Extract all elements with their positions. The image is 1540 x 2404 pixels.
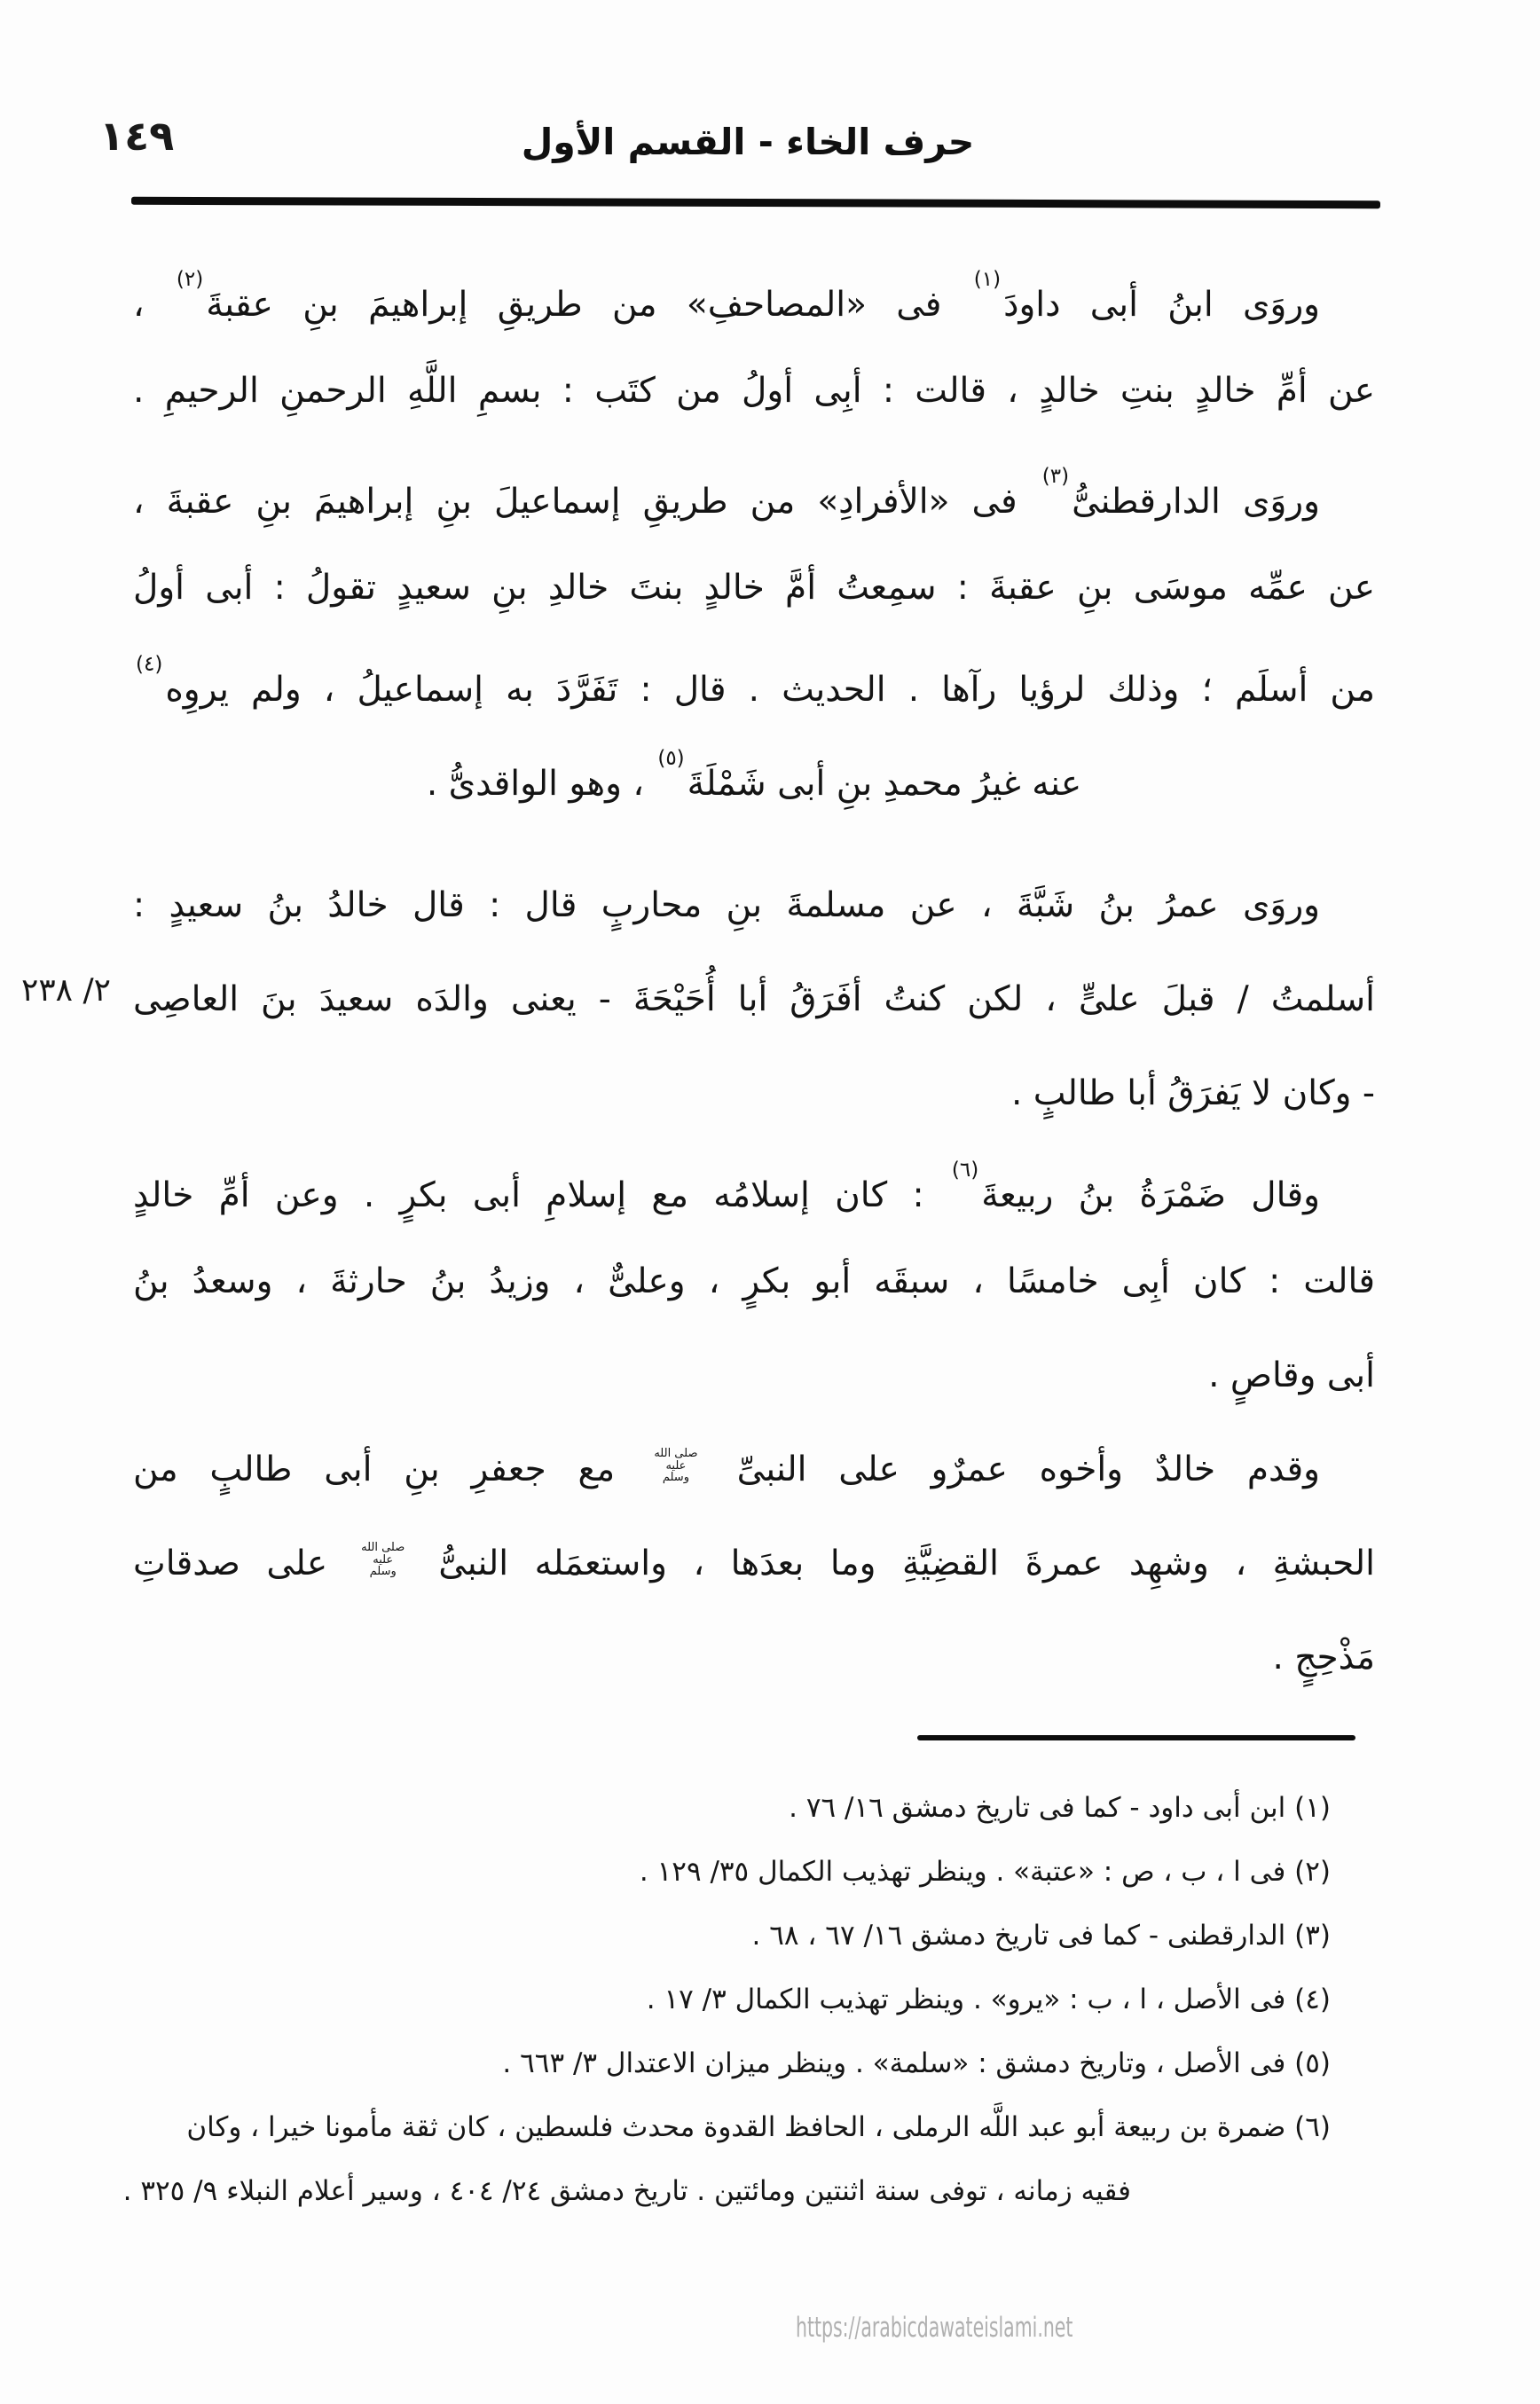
paragraph-3 bbox=[133, 859, 1375, 1141]
footnote-ref-4: (٤) bbox=[136, 653, 163, 676]
body-text-segment: - وكان لا يَفرَقُ أبا طالبٍ . bbox=[1010, 1073, 1375, 1113]
footnote-ref-2: (٢) bbox=[176, 268, 204, 291]
footnote-6-line-1: (٦) ضمرة بن ربيعة أبو عبد اللَّه الرملى ، الحافظ القدوة محدث فلسطين ، كان ثقة مأمونا خيرا ، وكان bbox=[186, 2111, 1331, 2143]
body-line bbox=[133, 953, 1375, 1047]
body-line bbox=[133, 1517, 1375, 1611]
header-divider-rule bbox=[131, 197, 1380, 208]
body-line bbox=[133, 250, 1375, 344]
pbuh-text: صلى الله bbox=[361, 1541, 405, 1555]
body-line bbox=[133, 1047, 1375, 1141]
body-text-block bbox=[133, 250, 1375, 1705]
footnote-ref-1: (١) bbox=[973, 268, 1002, 291]
body-line bbox=[133, 1329, 1375, 1423]
body-text-segment: عن أمِّ خالدٍ بنتِ خالدٍ ، قالت : أبِى أولُ من كتَب : بسمِ اللَّهِ الرحمنِ الرحيمِ . bbox=[133, 371, 1375, 411]
footnote-3: (٣) الدارقطنى - كما فى تاريخ دمشق ١٦/ ٦٧ ، ٦٨ . bbox=[751, 1920, 1331, 1952]
pbuh-text: وسلم bbox=[662, 1471, 689, 1485]
footnote-6-line-2: فقيه زمانه ، توفى سنة اثنتين ومائتين . تاريخ دمشق ٢٤/ ٤٠٤ ، وسير أعلام النبلاء ٩/ ٣٢٥ . bbox=[122, 2175, 1131, 2207]
body-text-segment: ، bbox=[133, 285, 174, 325]
paragraph-1 bbox=[133, 250, 1375, 438]
body-line bbox=[133, 635, 1375, 729]
body-text-segment: الحبشةِ ، وشهِد عمرةَ القضِيَّةِ وما بعدَها ، واستعمَله النبىُّ bbox=[412, 1544, 1375, 1583]
body-text-segment: عنه غيرُ محمدِ بنِ أبى شَمْلَةَ bbox=[687, 764, 1082, 804]
body-text-segment: وقدم خالدٌ وأخوه عمرٌو على النبىِّ bbox=[704, 1449, 1320, 1489]
body-text-segment: أسلمتُ / قبلَ علىٍّ ، لكن كنتُ أفَرَقُ أبا أُحَيْحَةَ - يعنى والدَه سعيدَ بنَ العاصِى bbox=[133, 979, 1375, 1019]
body-line bbox=[133, 344, 1375, 438]
footnote-4: (٤) فى الأصل ، ا ، ب : «يرو» . وينظر تهذيب الكمال ٣/ ١٧ . bbox=[646, 1984, 1331, 2015]
body-text-segment: مَذْحِجٍ . bbox=[1272, 1638, 1375, 1677]
body-text-segment: وروَى الدارقطنىُّ bbox=[1072, 482, 1320, 522]
footnote-1: (١) ابن أبى داود - كما فى تاريخ دمشق ١٦/ ٧٦ . bbox=[789, 1792, 1331, 1824]
footnote-ref-5: (٥) bbox=[657, 747, 685, 770]
body-text-segment: عن عمِّه موسَى بنِ عقبةَ : سمِعتُ أمَّ خالدٍ بنتَ خالدِ بنِ سعيدٍ تقولُ : أبى أولُ bbox=[133, 568, 1375, 608]
page-header-title: حرف الخاء - القسم الأول bbox=[521, 121, 975, 163]
footnote-5: (٥) فى الأصل ، وتاريخ دمشق : «سلمة» . وينظر ميزان الاعتدال ٣/ ٦٦٣ . bbox=[502, 2047, 1331, 2079]
body-line bbox=[133, 1141, 1375, 1235]
paragraph-2 bbox=[133, 447, 1375, 823]
site-watermark-url: https://arabicdawateislami.net bbox=[796, 2312, 1073, 2344]
pbuh-text: عليه bbox=[665, 1458, 687, 1473]
pbuh-text: وسلم bbox=[369, 1565, 397, 1579]
body-text-segment: قالت : كان أبِى خامسًا ، سبقَه أبو بكرٍ ، وعلىٌّ ، وزيدُ بنُ حارثةَ ، وسعدُ بنُ bbox=[133, 1261, 1375, 1301]
body-line bbox=[133, 859, 1375, 953]
body-line bbox=[133, 447, 1375, 541]
body-line bbox=[133, 729, 1375, 823]
body-text-segment: فى «الأفرادِ» من طريقِ إسماعيلَ بنِ إبراهيمَ بنِ عقبةَ ، bbox=[133, 482, 1040, 522]
footnote-ref-3: (٣) bbox=[1041, 465, 1070, 488]
paragraph-4 bbox=[133, 1141, 1375, 1423]
margin-folio-note: ٢/ ٢٣٨ bbox=[21, 972, 111, 1009]
pbuh-ligature-icon bbox=[354, 1542, 412, 1578]
footnotes-block bbox=[62, 1776, 1331, 2223]
body-line bbox=[133, 1423, 1375, 1517]
footnote-2: (٢) فى ا ، ب ، ص : «عتبة» . وينظر تهذيب الكمال ٣٥/ ١٢٩ . bbox=[639, 1856, 1331, 1888]
body-text-segment: مع جعفرِ بنِ أبى طالبٍ من bbox=[133, 1449, 647, 1489]
body-text-segment: وروَى ابنُ أبى داودَ bbox=[1003, 285, 1321, 325]
pbuh-ligature-icon bbox=[647, 1448, 705, 1484]
body-text-segment: وروَى عمرُ بنُ شَبَّةَ ، عن مسلمةَ بنِ محاربٍ قال : قال خالدُ بنُ سعيدٍ : bbox=[133, 885, 1320, 925]
body-text-segment: : كان إسلامُه مع إسلامِ أبى بكرٍ . وعن أمِّ خالدٍ bbox=[133, 1175, 949, 1215]
page-number: ١٤٩ bbox=[99, 112, 175, 160]
footnote-ref-6: (٦) bbox=[951, 1159, 979, 1182]
pbuh-text: عليه bbox=[373, 1552, 394, 1567]
body-text-segment: فى «المصاحفِ» من طريقِ إبراهيمَ بنِ عقبةَ bbox=[206, 285, 971, 325]
body-line bbox=[133, 541, 1375, 635]
footnote-separator-rule bbox=[917, 1735, 1355, 1740]
body-line bbox=[133, 1235, 1375, 1329]
paragraph-5 bbox=[133, 1423, 1375, 1705]
body-text-segment: على صدقاتِ bbox=[133, 1544, 354, 1583]
body-text-segment: من أسلَم ؛ وذلك لرؤيا رآها . الحديث . قال : تَفَرَّدَ به إسماعيلُ ، ولم يروِه bbox=[165, 670, 1375, 710]
pbuh-text: صلى الله bbox=[654, 1447, 698, 1461]
body-text-segment: ، وهو الواقدىُّ . bbox=[426, 764, 656, 804]
body-line bbox=[133, 1611, 1375, 1705]
body-text-segment: أبى وقاصٍ . bbox=[1208, 1355, 1375, 1395]
body-text-segment: وقال ضَمْرَةُ بنُ ربيعةَ bbox=[981, 1175, 1320, 1215]
